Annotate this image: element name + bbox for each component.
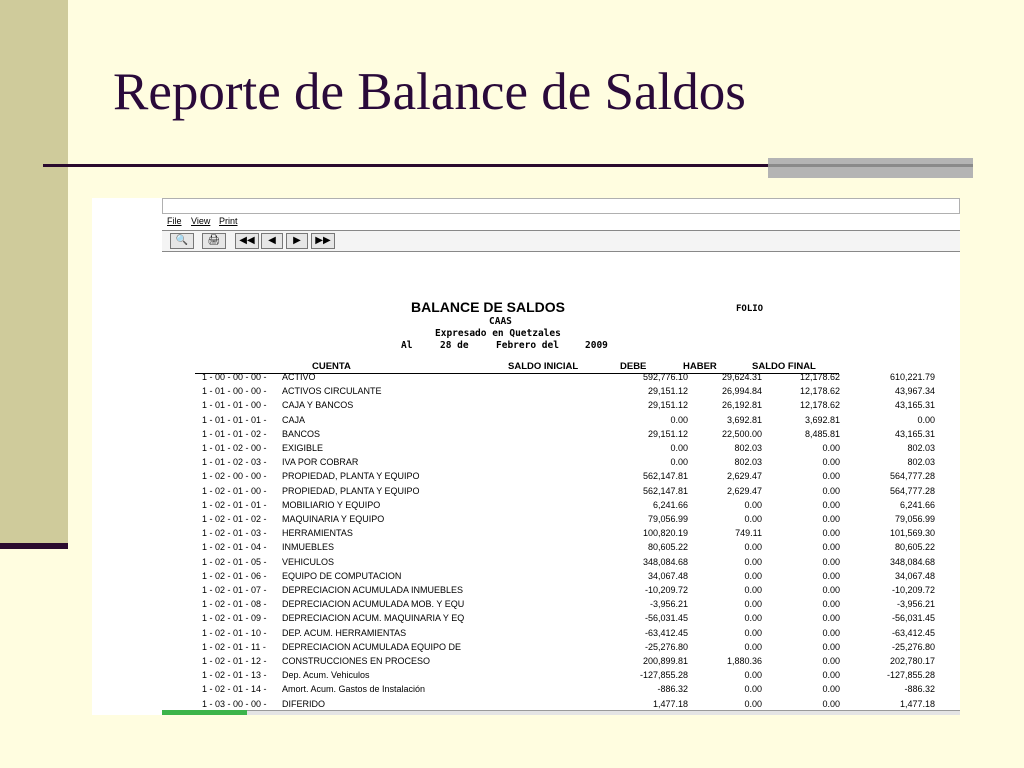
haber: 0.00	[822, 656, 840, 666]
saldo-inicial: 6,241.66	[652, 499, 688, 510]
account-name: ACTIVOS CIRCULANTE	[282, 386, 382, 397]
saldo-inicial: 29,151.12	[647, 400, 688, 411]
account-name: BANCOS	[282, 428, 321, 439]
report-folio: FOLIO	[736, 304, 764, 314]
haber: 0.00	[822, 698, 840, 709]
report-page	[92, 198, 960, 715]
status-bar	[162, 710, 960, 715]
debe: 802.03	[734, 443, 762, 453]
saldo-inicial: -127,855.28	[639, 670, 688, 681]
first-page-icon[interactable]: ◀◀	[235, 233, 259, 249]
saldo-final: 202,780.17	[889, 656, 935, 666]
menu-view[interactable]: View	[191, 216, 211, 226]
saldo-inicial: 562,147.81	[642, 485, 688, 496]
haber: 0.00	[822, 585, 840, 595]
saldo-inicial: -25,276.80	[644, 641, 688, 652]
account-code: 1 - 01 - 02 - 00 -	[202, 443, 267, 453]
slide-title: Reporte de Balance de Saldos	[113, 63, 746, 121]
account-name: EQUIPO DE COMPUTACION	[282, 570, 402, 581]
saldo-inicial: 200,899.81	[642, 656, 688, 666]
debe: 26,994.84	[721, 386, 762, 397]
column-header-saldo-inicial: SALDO INICIAL	[508, 361, 579, 372]
debe: 0.00	[744, 570, 762, 581]
saldo-final: 348,084.68	[889, 556, 935, 567]
haber: 0.00	[822, 627, 840, 638]
haber: 0.00	[822, 528, 840, 539]
saldo-final: 80,605.22	[894, 542, 935, 553]
saldo-final: -25,276.80	[891, 641, 935, 652]
column-header-cuenta: CUENTA	[312, 361, 351, 372]
report-date-day: 28 de	[440, 340, 469, 351]
next-page-icon[interactable]: ▶	[286, 233, 308, 249]
saldo-final: 0.00	[917, 414, 935, 425]
menu-print[interactable]: Print	[219, 216, 238, 226]
debe: 0.00	[744, 556, 762, 567]
prev-page-icon[interactable]: ◀	[261, 233, 283, 249]
account-name: Amort. Acum. Gastos de Instalación	[282, 684, 426, 695]
debe: 0.00	[744, 613, 762, 624]
saldo-inicial: 348,084.68	[642, 556, 688, 567]
account-code: 1 - 01 - 01 - 01 -	[202, 414, 267, 425]
debe: 0.00	[744, 698, 762, 709]
saldo-final: 43,967.34	[894, 386, 935, 397]
haber: 0.00	[822, 570, 840, 581]
debe: 0.00	[744, 585, 762, 595]
account-code: 1 - 02 - 00 - 00 -	[202, 471, 267, 482]
saldo-final: -3,956.21	[896, 599, 935, 610]
haber: 0.00	[822, 443, 840, 453]
saldo-final: 610,221.79	[889, 372, 935, 382]
haber: 0.00	[822, 599, 840, 610]
report-date-year: 2009	[585, 340, 608, 351]
debe: 26,192.81	[721, 400, 762, 411]
account-code: 1 - 02 - 01 - 02 -	[202, 514, 267, 524]
last-page-icon[interactable]: ▶▶	[311, 233, 335, 249]
saldo-final: -63,412.45	[891, 627, 935, 638]
account-code: 1 - 02 - 01 - 13 -	[202, 670, 267, 681]
account-code: 1 - 02 - 01 - 07 -	[202, 585, 267, 595]
account-code: 1 - 02 - 01 - 01 -	[202, 499, 267, 510]
account-code: 1 - 02 - 01 - 11 -	[202, 641, 266, 652]
account-code: 1 - 00 - 00 - 00 -	[202, 372, 267, 382]
decorative-gray-band	[768, 158, 973, 178]
account-name: CONSTRUCCIONES EN PROCESO	[282, 656, 431, 666]
report-date-al: Al	[401, 340, 413, 351]
debe: 0.00	[744, 499, 762, 510]
saldo-final: 564,777.28	[889, 485, 935, 496]
saldo-final: 79,056.99	[894, 514, 935, 524]
debe: 0.00	[744, 684, 762, 695]
report-viewer-screenshot	[92, 198, 960, 715]
debe: 29,624.31	[721, 372, 762, 382]
saldo-inicial: 34,067.48	[647, 570, 688, 581]
haber: 0.00	[822, 670, 840, 681]
account-code: 1 - 02 - 01 - 12 -	[202, 656, 267, 666]
saldo-inicial: 79,056.99	[647, 514, 688, 524]
account-code: 1 - 02 - 01 - 10 -	[202, 627, 267, 638]
account-name: EXIGIBLE	[282, 443, 324, 453]
debe: 2,629.47	[726, 485, 762, 496]
haber: 12,178.62	[799, 386, 840, 397]
column-header-haber: HABER	[683, 361, 717, 372]
debe: 2,629.47	[726, 471, 762, 482]
debe: 802.03	[734, 457, 762, 468]
haber: 0.00	[822, 542, 840, 553]
haber: 0.00	[822, 613, 840, 624]
account-name: CAJA	[282, 414, 306, 425]
debe: 1,880.36	[726, 656, 762, 666]
slide-accent-bar-base	[0, 543, 68, 549]
report-company: CAAS	[489, 316, 512, 327]
saldo-final: 802.03	[907, 457, 935, 468]
saldo-inicial: -10,209.72	[644, 585, 688, 595]
account-name: DEPRECIACION ACUMULADA MOB. Y EQU	[282, 599, 465, 610]
account-name: INMUEBLES	[282, 542, 335, 553]
debe: 749.11	[735, 528, 762, 539]
haber: 0.00	[822, 499, 840, 510]
account-name: PROPIEDAD, PLANTA Y EQUIPO	[282, 485, 420, 496]
account-code: 1 - 02 - 01 - 08 -	[202, 599, 267, 610]
debe: 22,500.00	[721, 428, 762, 439]
menu-file[interactable]: File	[167, 216, 182, 226]
saldo-inicial: 592,776.10	[642, 372, 688, 382]
account-code: 1 - 02 - 01 - 03 -	[202, 528, 267, 539]
account-name: Dep. Acum. Vehiculos	[282, 670, 370, 681]
saldo-inicial: -3,956.21	[649, 599, 688, 610]
account-code: 1 - 02 - 01 - 05 -	[202, 556, 267, 567]
haber: 8,485.81	[804, 428, 840, 439]
saldo-final: -886.32	[904, 684, 935, 695]
slide-accent-bar	[0, 0, 68, 548]
haber: 0.00	[822, 485, 840, 496]
printer-icon[interactable]: 🖨	[202, 233, 226, 249]
account-name: DIFERIDO	[282, 698, 326, 709]
account-name: DEP. ACUM. HERRAMIENTAS	[282, 627, 407, 638]
debe: 0.00	[744, 641, 762, 652]
saldo-final: 43,165.31	[894, 400, 935, 411]
account-name: MAQUINARIA Y EQUIPO	[282, 514, 385, 524]
haber: 0.00	[822, 514, 840, 524]
debe: 3,692.81	[726, 414, 762, 425]
saldo-inicial: 80,605.22	[647, 542, 688, 553]
haber: 0.00	[822, 457, 840, 468]
account-name: IVA POR COBRAR	[282, 457, 359, 468]
report-date-month: Febrero del	[496, 340, 559, 351]
saldo-final: 802.03	[907, 443, 935, 453]
haber: 0.00	[822, 684, 840, 695]
account-code: 1 - 01 - 01 - 00 -	[202, 400, 267, 411]
account-code: 1 - 02 - 01 - 06 -	[202, 570, 267, 581]
account-name: CAJA Y BANCOS	[282, 400, 354, 411]
account-code: 1 - 02 - 01 - 04 -	[202, 542, 267, 553]
account-name: DEPRECIACION ACUMULADA INMUEBLES	[282, 585, 464, 595]
account-name: PROPIEDAD, PLANTA Y EQUIPO	[282, 471, 420, 482]
saldo-final: -10,209.72	[891, 585, 935, 595]
haber: 3,692.81	[804, 414, 840, 425]
report-currency: Expresado en Quetzales	[435, 328, 561, 339]
column-header-saldo-final: SALDO FINAL	[752, 361, 816, 372]
saldo-final: 43,165.31	[894, 428, 935, 439]
saldo-inicial: 562,147.81	[642, 471, 688, 482]
saldo-inicial: -886.32	[657, 684, 688, 695]
debe: 0.00	[744, 627, 762, 638]
account-code: 1 - 02 - 01 - 09 -	[202, 613, 267, 624]
status-progress	[162, 710, 247, 715]
saldo-inicial: 1,477.18	[652, 698, 688, 709]
saldo-final: -127,855.28	[886, 670, 935, 681]
account-name: MOBILIARIO Y EQUIPO	[282, 499, 381, 510]
saldo-final: 564,777.28	[889, 471, 935, 482]
account-code: 1 - 01 - 00 - 00 -	[202, 386, 267, 397]
haber: 0.00	[822, 471, 840, 482]
saldo-final: 101,569.30	[889, 528, 935, 539]
account-name: HERRAMIENTAS	[282, 528, 353, 539]
haber: 0.00	[822, 556, 840, 567]
debe: 0.00	[744, 670, 762, 681]
preview-icon[interactable]: 🔍	[170, 233, 194, 249]
report-title: BALANCE DE SALDOS	[411, 299, 566, 315]
saldo-inicial: 0.00	[670, 443, 688, 453]
saldo-inicial: -56,031.45	[644, 613, 688, 624]
account-name: VEHICULOS	[282, 556, 335, 567]
account-code: 1 - 01 - 02 - 03 -	[202, 457, 267, 468]
debe: 0.00	[744, 514, 762, 524]
saldo-inicial: 0.00	[670, 414, 688, 425]
saldo-inicial: 0.00	[670, 457, 688, 468]
saldo-inicial: 29,151.12	[647, 428, 688, 439]
account-code: 1 - 02 - 01 - 00 -	[202, 485, 267, 496]
account-name: DEPRECIACION ACUM. MAQUINARIA Y EQ	[282, 613, 465, 624]
account-name: DEPRECIACION ACUMULADA EQUIPO DE	[282, 641, 462, 652]
saldo-final: -56,031.45	[891, 613, 935, 624]
account-code: 1 - 03 - 00 - 00 -	[202, 698, 267, 709]
account-code: 1 - 02 - 01 - 14 -	[202, 684, 267, 695]
saldo-final: 34,067.48	[894, 570, 935, 581]
haber: 12,178.62	[799, 372, 840, 382]
debe: 0.00	[744, 542, 762, 553]
saldo-inicial: 100,820.19	[642, 528, 688, 539]
debe: 0.00	[744, 599, 762, 610]
account-name: ACTIVO	[282, 372, 316, 382]
column-header-debe: DEBE	[620, 361, 647, 372]
saldo-inicial: 29,151.12	[647, 386, 688, 397]
haber: 0.00	[822, 641, 840, 652]
saldo-final: 6,241.66	[899, 499, 935, 510]
haber: 12,178.62	[799, 400, 840, 411]
saldo-inicial: -63,412.45	[644, 627, 688, 638]
saldo-final: 1,477.18	[899, 698, 935, 709]
account-code: 1 - 01 - 01 - 02 -	[202, 428, 267, 439]
